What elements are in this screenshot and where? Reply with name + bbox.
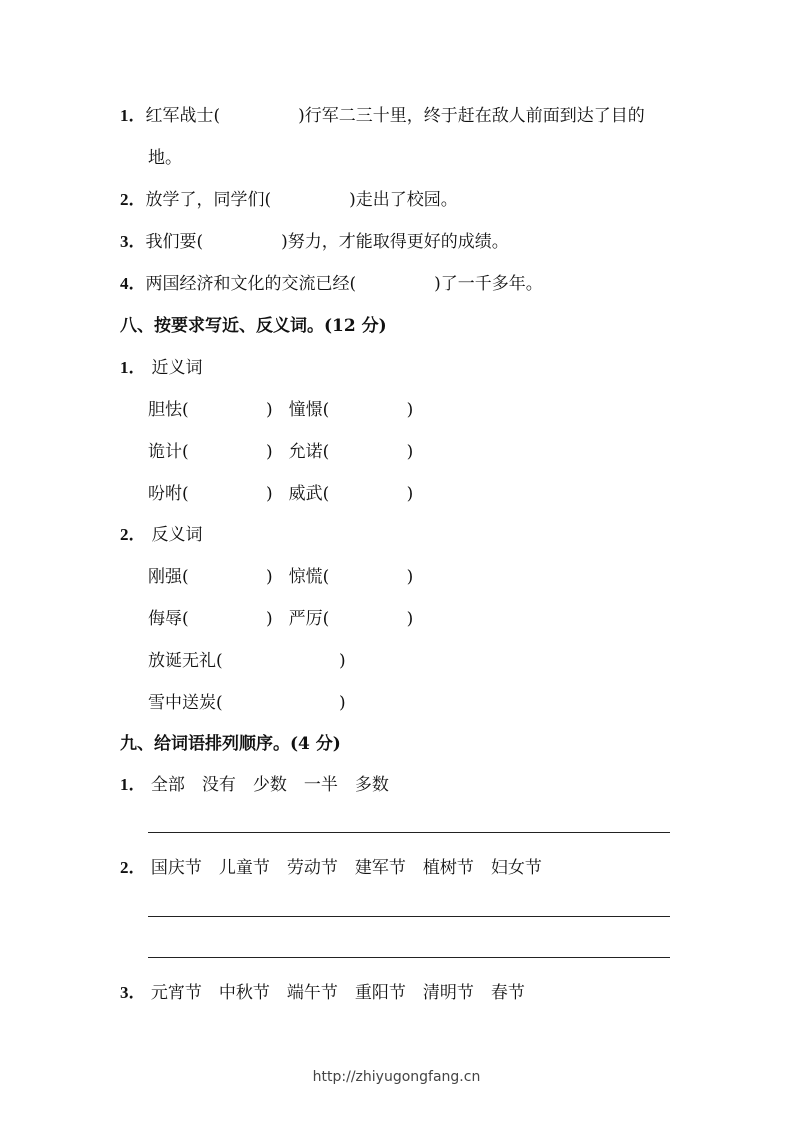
text-before: 放学了，同学们( bbox=[145, 190, 272, 210]
antonym-idiom-row bbox=[148, 692, 346, 714]
item-number: 2 bbox=[120, 190, 129, 209]
q7-item-4: 4．两国经济和文化的交流已经( )了一千多年。 bbox=[120, 274, 543, 294]
item-number: 4 bbox=[120, 274, 129, 293]
answer-line[interactable] bbox=[148, 832, 670, 833]
answer-line[interactable] bbox=[148, 916, 670, 917]
item-number: 2 bbox=[120, 525, 129, 544]
order-item-2: 2． 国庆节 儿童节 劳动节 建军节 植树节 妇女节 bbox=[120, 858, 542, 878]
order-item-3: 3． 元宵节 中秋节 端午节 重阳节 清明节 春节 bbox=[120, 983, 525, 1003]
word: 儿童节 bbox=[218, 858, 270, 878]
synonym-row bbox=[148, 483, 413, 505]
word-prompt: 惊慌( bbox=[288, 567, 330, 587]
q7-item-1-continuation: 地。 bbox=[148, 148, 182, 168]
word: 全部 bbox=[150, 775, 185, 795]
item-number: 1 bbox=[120, 106, 129, 125]
word: 清明节 bbox=[422, 983, 474, 1003]
idiom-prompt: 雪中送炭( bbox=[148, 693, 223, 713]
section-title-9: 九、给词语排列顺序。(4 分) bbox=[120, 734, 341, 754]
q7-item-2: 2．放学了，同学们( )走出了校园。 bbox=[120, 190, 458, 210]
word: 春节 bbox=[490, 983, 525, 1003]
close-paren: ) bbox=[266, 400, 273, 420]
text-after: )努力，才能取得更好的成绩。 bbox=[281, 232, 509, 252]
close-paren: ) bbox=[406, 442, 414, 462]
text-before: 红军战士( bbox=[145, 106, 221, 126]
item-number: 3 bbox=[120, 983, 129, 1002]
close-paren: ) bbox=[266, 442, 273, 462]
answer-line[interactable] bbox=[148, 957, 670, 958]
word-prompt: 诡计( bbox=[148, 442, 189, 462]
word: 少数 bbox=[252, 775, 287, 795]
item-number: 1 bbox=[120, 775, 129, 794]
synonyms-heading: 1． 近义词 bbox=[120, 358, 203, 378]
word: 妇女节 bbox=[490, 858, 542, 878]
close-paren: ) bbox=[266, 567, 273, 587]
close-paren: ) bbox=[266, 484, 273, 504]
word: 没有 bbox=[201, 775, 236, 795]
item-number: 2 bbox=[120, 858, 129, 877]
close-paren: ) bbox=[406, 484, 414, 504]
order-item-1: 1． 全部 没有 少数 一半 多数 bbox=[120, 775, 389, 795]
word-prompt: 威武( bbox=[288, 484, 330, 504]
word-prompt: 允诺( bbox=[288, 442, 330, 462]
word-prompt: 胆怯( bbox=[148, 400, 189, 420]
text-after: )行军二三十里，终于赶在敌人前面到达了目的 bbox=[298, 106, 645, 126]
word-prompt: 严厉( bbox=[288, 609, 330, 629]
word-prompt: 憧憬( bbox=[288, 400, 330, 420]
item-number: 3 bbox=[120, 232, 129, 251]
close-paren: ) bbox=[339, 693, 346, 713]
word: 一半 bbox=[303, 775, 338, 795]
synonym-row bbox=[148, 399, 413, 421]
close-paren: ) bbox=[406, 567, 414, 587]
q7-item-1: 1．红军战士( )行军二三十里，终于赶在敌人前面到达了目的 bbox=[120, 106, 645, 126]
close-paren: ) bbox=[406, 609, 414, 629]
antonym-row bbox=[148, 566, 413, 588]
close-paren: ) bbox=[406, 400, 414, 420]
word: 劳动节 bbox=[286, 858, 338, 878]
antonyms-heading: 2． 反义词 bbox=[120, 525, 203, 545]
footer-url[interactable]: http://zhiyugongfang.cn bbox=[312, 1069, 481, 1085]
section-title-8: 八、按要求写近、反义词。(12 分) bbox=[120, 316, 387, 336]
idiom-prompt: 放诞无礼( bbox=[148, 651, 223, 671]
word: 植树节 bbox=[422, 858, 474, 878]
text-after: )了一千多年。 bbox=[434, 274, 543, 294]
antonyms-label: 反义词 bbox=[151, 525, 203, 545]
text-before: 两国经济和文化的交流已经( bbox=[145, 274, 357, 294]
word-prompt: 刚强( bbox=[148, 567, 189, 587]
word: 元宵节 bbox=[150, 983, 202, 1003]
close-paren: ) bbox=[266, 609, 273, 629]
synonym-row bbox=[148, 441, 413, 463]
text-before: 我们要( bbox=[145, 232, 204, 252]
antonym-idiom-row bbox=[148, 650, 346, 672]
close-paren: ) bbox=[339, 651, 346, 671]
word: 国庆节 bbox=[150, 858, 202, 878]
word: 重阳节 bbox=[354, 983, 406, 1003]
word: 多数 bbox=[354, 775, 389, 795]
synonyms-label: 近义词 bbox=[151, 358, 203, 378]
word: 建军节 bbox=[354, 858, 406, 878]
word: 中秋节 bbox=[218, 983, 270, 1003]
word-prompt: 吩咐( bbox=[148, 484, 189, 504]
q7-item-3: 3．我们要( )努力，才能取得更好的成绩。 bbox=[120, 232, 509, 252]
antonym-row bbox=[148, 608, 413, 630]
text-after: )走出了校园。 bbox=[349, 190, 458, 210]
word: 端午节 bbox=[286, 983, 338, 1003]
item-number: 1 bbox=[120, 358, 129, 377]
word-prompt: 侮辱( bbox=[148, 609, 189, 629]
